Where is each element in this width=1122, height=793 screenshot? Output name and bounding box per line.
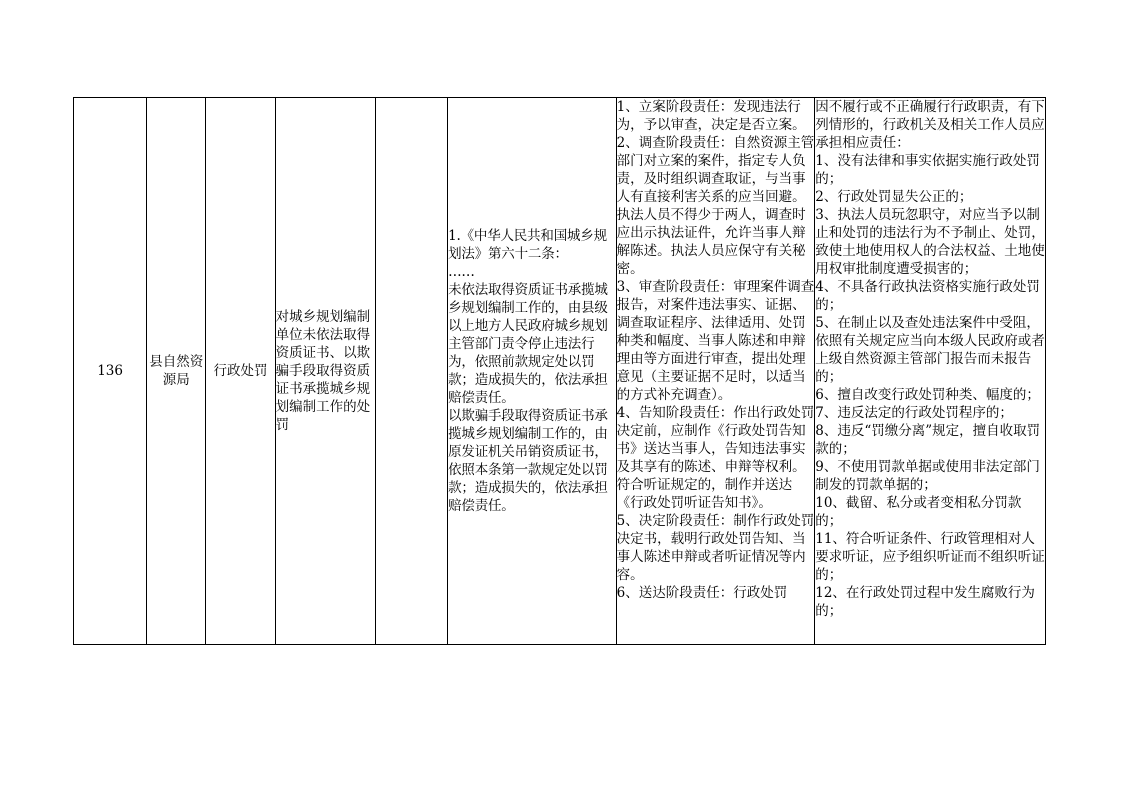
accountability-item: 6、擅自改变行政处罚种类、幅度的； (815, 387, 1040, 403)
accountability-item: 2、行政处罚显失公正的； (815, 189, 973, 205)
responsibility-item: 2、调查阶段责任：自然资源主管部门对立案的案件，指定专人负责，及时组织调查取证，与当事人有直接利害关系的应当回避。执法人员不得少于两人，调查时应出示执法证件，允许当事人辩解陈述。执法人员应保守有关秘密。 (616, 135, 815, 277)
accountability-item: 因不履行或不正确履行行政职责，有下列情形的，行政机关及相关工作人员应承担相应责任： (815, 99, 1045, 151)
item-name-cell: 对城乡规划编制单位未依法取得资质证书、以欺骗手段取得资质证书承揽城乡规划编制工作的处罚 (275, 98, 375, 645)
accountability-item: 9、不使用罚款单据或使用非法定部门制发的罚款单据的； (815, 459, 1040, 493)
accountability-item: 5、在制止以及查处违法案件中受阻，依照有关规定应当向本级人民政府或者上级自然资源主管部门报告而未报告的； (815, 315, 1045, 385)
basis-paragraph: 未依法取得资质证书承揽城乡规划编制工作的，由县级以上地方人民政府城乡规划主管部门责令停止违法行为，依照前款规定处以罚款；造成损失的，依法承担赔偿责任。 (448, 282, 608, 406)
basis-paragraph: 以欺骗手段取得资质证书承揽城乡规划编制工作的，由原发证机关吊销资质证书，依照本条第一款规定处以罚款；造成损失的，依法承担赔偿责任。 (448, 408, 608, 514)
basis-paragraph: …… (448, 264, 475, 280)
row-number: 136 (74, 98, 147, 645)
category-cell: 行政处罚 (206, 98, 275, 645)
responsibility-item: 6、送达阶段责任：行政处罚 (616, 585, 788, 601)
responsibility-item: 3、审查阶段责任：审理案件调查报告，对案件违法事实、证据、调查取证程序、法律适用、处罚种类和幅度、当事人陈述和申辩理由等方面进行审查，提出处理意见（主要证据不足时，以适当的方式补充调查）。 (616, 279, 815, 403)
accountability-item: 1、没有法律和事实依据实施行政处罚的； (815, 153, 1040, 187)
accountability-item: 8、违反“罚缴分离”规定，擅自收取罚款的； (815, 423, 1041, 457)
accountability-item: 10、截留、私分或者变相私分罚款的； (815, 495, 1022, 529)
responsibility-item: 5、决定阶段责任：制作行政处罚决定书，载明行政处罚告知、当事人陈述申辩或者听证情况等内容。 (616, 513, 815, 583)
accountability-content (815, 98, 1045, 644)
department-cell: 县自然资源局 (147, 98, 206, 645)
table-row (74, 98, 1046, 645)
legal-basis-cell (448, 98, 617, 645)
responsibility-cell (616, 98, 815, 645)
accountability-cell (815, 98, 1046, 645)
responsibility-item: 4、告知阶段责任：作出行政处罚决定前，应制作《行政处罚告知书》送达当事人，告知违法事实及其享有的陈述、申辩等权利。符合听证规定的，制作并送达《行政处罚听证告知书》。 (616, 405, 815, 511)
accountability-item: 11、符合听证条件、行政管理相对人要求听证，应予组织听证而不组织听证的； (815, 531, 1045, 583)
power-list-table (73, 97, 1046, 645)
accountability-item: 3、执法人员玩忽职守，对应当予以制止和处罚的违法行为不予制止、处罚，致使土地使用权人的合法权益、土地使用权审批制度遭受损害的； (815, 207, 1045, 277)
empty-cell (375, 98, 447, 645)
responsibility-item: 1、立案阶段责任：发现违法行为，予以审查，决定是否立案。 (616, 99, 806, 133)
responsibility-content (617, 98, 815, 644)
accountability-item: 12、在行政处罚过程中发生腐败行为的； (815, 585, 1035, 619)
basis-paragraph: 1.《中华人民共和国城乡规划法》第六十二条： (448, 228, 607, 262)
accountability-item: 4、不具备行政执法资格实施行政处罚的； (815, 279, 1040, 313)
accountability-item: 7、违反法定的行政处罚程序的； (815, 405, 1013, 421)
